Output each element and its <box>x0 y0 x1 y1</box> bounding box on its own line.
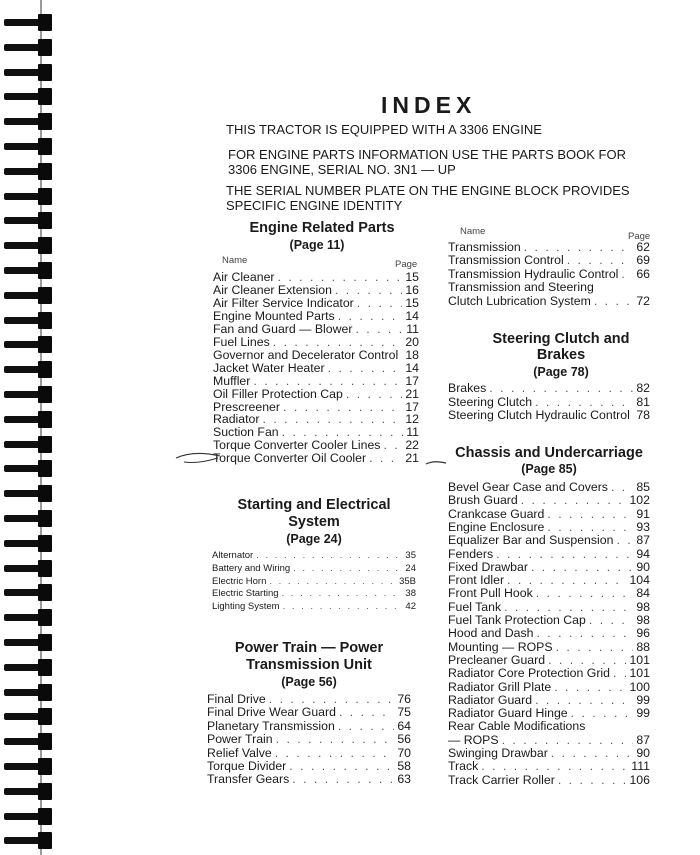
entry-name: Transmission and Steering <box>448 280 594 295</box>
index-entry <box>207 692 411 706</box>
leader-dots <box>289 759 394 773</box>
leader-dots <box>621 267 633 281</box>
index-entry <box>448 560 650 574</box>
starting-page-ref: (Page 24) <box>286 532 342 546</box>
powertrain-page-ref: (Page 56) <box>281 675 337 689</box>
entry-name: Track <box>448 759 479 774</box>
index-entry <box>213 322 419 336</box>
leader-dots <box>504 600 633 614</box>
leader-dots <box>346 387 402 401</box>
index-entry <box>213 400 419 414</box>
leader-dots <box>401 348 402 362</box>
leader-dots <box>594 294 633 308</box>
index-entry <box>212 588 416 599</box>
powertrain-heading-line1: Power Train — Power <box>234 640 384 656</box>
entry-name: Radiator Grill Plate <box>448 679 552 694</box>
leader-dots <box>556 640 634 654</box>
index-entry <box>213 387 419 401</box>
entry-page: 62 <box>636 240 650 254</box>
leader-dots <box>282 588 403 599</box>
engine-name-col-header: Name <box>222 255 248 266</box>
entry-name: Swinging Drawbar <box>448 746 548 760</box>
entry-name: Power Train <box>207 732 273 747</box>
entry-page: 35 <box>405 550 416 561</box>
entry-name: Steering Clutch Hydraulic Control <box>448 408 630 422</box>
index-entry <box>213 374 419 388</box>
entry-page: 102 <box>629 493 650 508</box>
index-entry <box>212 576 416 587</box>
leader-dots <box>589 613 633 627</box>
entry-page: 64 <box>397 718 411 733</box>
leader-dots <box>355 322 403 336</box>
leader-dots <box>551 746 634 760</box>
index-entry <box>213 309 419 323</box>
index-entry <box>207 705 411 719</box>
entry-page: 17 <box>405 399 419 414</box>
entry-page: 99 <box>636 692 650 707</box>
index-entry <box>448 520 650 534</box>
index-entry <box>212 550 416 561</box>
entry-page: 101 <box>629 666 650 681</box>
entry-page: 14 <box>405 308 419 323</box>
starting-heading-line1: Starting and Electrical <box>237 497 391 513</box>
index-entry <box>207 772 411 786</box>
index-entry <box>448 680 650 694</box>
index-entry <box>448 733 650 747</box>
leader-dots <box>275 746 395 760</box>
entry-name: Crankcase Guard <box>448 506 545 521</box>
leader-dots <box>273 335 403 349</box>
index-entry <box>448 253 650 267</box>
entry-name: Radiator <box>213 412 260 427</box>
entry-page: 101 <box>629 652 650 667</box>
entry-name: Transmission <box>448 240 521 254</box>
entry-name: Transmission Hydraulic Control <box>448 266 619 281</box>
entry-name: Air Cleaner <box>213 270 275 284</box>
index-entry <box>448 395 650 409</box>
index-entry <box>213 451 419 465</box>
starting-heading-line2: System <box>288 514 340 530</box>
leader-dots <box>292 772 394 786</box>
leader-dots <box>558 773 627 787</box>
entry-name: Clutch Lubrication System <box>448 293 591 308</box>
index-entry <box>207 732 411 746</box>
index-entry <box>207 746 411 760</box>
entry-page: 70 <box>397 745 411 760</box>
entry-name: — ROPS <box>448 732 499 747</box>
leader-dots <box>536 586 634 600</box>
leader-dots <box>521 493 627 507</box>
leader-dots <box>524 240 634 254</box>
entry-name: Governor and Decelerator Control <box>213 347 399 362</box>
index-entry <box>213 412 419 426</box>
entry-page: 81 <box>636 394 650 409</box>
leader-dots <box>535 693 633 707</box>
entry-name: Final Drive <box>207 692 266 706</box>
leader-dots <box>489 381 633 395</box>
entry-name: Fuel Tank Protection Cap <box>448 613 586 627</box>
entry-name: Muffler <box>213 373 251 388</box>
entry-page: 84 <box>636 586 650 601</box>
index-entry <box>448 267 650 281</box>
leader-dots <box>293 563 402 574</box>
entry-name: Track Carrier Roller <box>448 772 555 787</box>
steering-heading-line1: Steering Clutch and <box>492 331 630 347</box>
index-entry <box>448 759 650 773</box>
entry-name: Radiator Core Protection Grid <box>448 666 610 681</box>
chassis-page-ref: (Page 85) <box>521 462 577 476</box>
index-entry <box>448 693 650 707</box>
leader-dots <box>338 309 403 323</box>
leader-dots <box>507 573 626 587</box>
entry-page: 98 <box>636 613 650 627</box>
entry-page: 69 <box>636 253 650 268</box>
intro-line-2: FOR ENGINE PARTS INFORMATION USE THE PARTS BOOK FOR <box>228 147 626 162</box>
index-entry <box>448 493 650 507</box>
entry-page: 58 <box>397 759 411 773</box>
leader-dots <box>369 451 402 465</box>
entry-name: Engine Mounted Parts <box>213 308 335 323</box>
intro-line-1: THIS TRACTOR IS EQUIPPED WITH A 3306 ENGINE <box>226 122 542 137</box>
entry-page: 96 <box>636 626 650 641</box>
leader-dots <box>328 361 403 375</box>
entry-page: 15 <box>405 295 419 310</box>
leader-dots <box>253 374 402 388</box>
entry-page: 56 <box>397 732 411 747</box>
leader-dots <box>283 400 402 414</box>
leader-dots <box>571 706 634 720</box>
entry-page: 72 <box>636 293 650 308</box>
engine-heading: Engine Related Parts <box>249 220 395 236</box>
entry-name: Relief Valve <box>207 745 272 760</box>
transmission-page-col-header: Page <box>628 231 651 242</box>
leader-dots <box>282 425 404 439</box>
hand-mark-left <box>174 438 224 468</box>
entry-name: Equalizer Bar and Suspension <box>448 533 614 548</box>
entry-name: Fixed Drawbar <box>448 559 528 574</box>
entry-page: 94 <box>636 546 650 561</box>
entry-page: 16 <box>405 282 419 297</box>
entry-page: 82 <box>636 381 650 395</box>
leader-dots <box>548 653 626 667</box>
index-entry <box>213 335 419 349</box>
leader-dots <box>547 507 633 521</box>
entry-name: Front Pull Hook <box>448 586 533 601</box>
entry-page: 98 <box>636 599 650 614</box>
leader-dots <box>613 666 626 680</box>
entry-name: Brush Guard <box>448 493 518 508</box>
entry-name: Engine Enclosure <box>448 519 545 534</box>
entry-name: Radiator Guard <box>448 692 533 707</box>
entry-name: Steering Clutch <box>448 394 533 409</box>
index-entry <box>448 507 650 521</box>
entry-name: Bevel Gear Case and Covers <box>448 480 608 494</box>
entry-name: Fuel Lines <box>213 334 270 349</box>
page-title: INDEX <box>381 92 477 118</box>
entry-page: 93 <box>636 519 650 534</box>
index-entry <box>448 547 650 561</box>
entry-page: 85 <box>636 480 650 494</box>
index-entry <box>213 270 419 284</box>
index-entry <box>448 573 650 587</box>
index-entry <box>207 759 411 773</box>
entry-name: Electric Horn <box>212 575 267 587</box>
index-page <box>46 0 700 855</box>
leader-dots <box>496 547 633 561</box>
index-entry <box>448 719 650 733</box>
entry-name: Prescreener <box>213 399 280 414</box>
leader-dots <box>611 480 633 494</box>
entry-name: Air Cleaner Extension <box>213 282 332 297</box>
entry-page: 78 <box>636 408 650 422</box>
entry-page: 91 <box>636 506 650 521</box>
leader-dots <box>278 270 403 284</box>
index-entry <box>448 666 650 680</box>
entry-page: 90 <box>636 559 650 574</box>
entry-name: Radiator Guard Hinge <box>448 706 568 721</box>
entry-name: Torque Divider <box>207 759 287 773</box>
index-entry <box>448 240 650 254</box>
entry-name: Transfer Gears <box>207 772 290 787</box>
entry-name: Jacket Water Heater <box>213 360 325 375</box>
entry-name: Air Filter Service Indicator <box>213 295 354 310</box>
entry-name: Alternator <box>212 550 254 561</box>
intro-line-4: THE SERIAL NUMBER PLATE ON THE ENGINE BLOCK PROVIDES <box>226 183 630 198</box>
entry-page: 22 <box>405 438 419 453</box>
entry-page: 17 <box>405 373 419 388</box>
entry-page: 66 <box>636 266 650 281</box>
leader-dots <box>547 520 633 534</box>
entry-page: 24 <box>405 562 416 574</box>
leader-dots <box>616 533 633 547</box>
leader-dots <box>481 759 628 773</box>
index-entry <box>213 348 419 362</box>
entry-page: 11 <box>406 425 419 440</box>
entry-name: Fenders <box>448 546 494 561</box>
leader-dots <box>531 560 633 574</box>
index-entry <box>213 438 419 452</box>
entry-page: 35B <box>399 575 416 587</box>
entry-name: Final Drive Wear Guard <box>207 705 336 720</box>
index-entry <box>448 600 650 614</box>
entry-page: 21 <box>405 451 419 466</box>
transmission-name-col-header: Name <box>460 226 486 237</box>
index-entry <box>448 626 650 640</box>
intro-line-3: 3306 ENGINE, SERIAL NO. 3N1 — UP <box>228 162 456 177</box>
leader-dots <box>283 601 403 612</box>
leader-dots <box>554 680 626 694</box>
index-entry <box>213 283 419 297</box>
index-entry <box>212 601 416 612</box>
index-entry <box>448 533 650 547</box>
index-entry <box>448 640 650 654</box>
entry-page: 42 <box>405 601 416 613</box>
entry-page: 87 <box>636 533 650 548</box>
entry-page: 106 <box>629 772 650 787</box>
entry-name: Planetary Transmission <box>207 718 335 733</box>
entry-page: 38 <box>405 588 416 600</box>
entry-name: Torque Converter Oil Cooler <box>213 451 367 466</box>
entry-name: Front Idler <box>448 573 505 588</box>
index-entry <box>448 480 650 494</box>
entry-page: 87 <box>636 732 650 747</box>
intro-line-5: SPECIFIC ENGINE IDENTITY <box>226 198 403 213</box>
entry-name: Fan and Guard — Blower <box>213 321 353 336</box>
entry-name: Hood and Dash <box>448 626 534 641</box>
entry-page: 15 <box>405 270 419 284</box>
entry-name: Precleaner Guard <box>448 652 546 667</box>
entry-name: Mounting — ROPS <box>448 639 553 654</box>
entry-name: Suction Fan <box>213 425 279 440</box>
entry-page: 100 <box>629 679 650 694</box>
chassis-heading: Chassis and Undercarriage <box>455 445 643 461</box>
powertrain-heading-line2: Transmission Unit <box>246 657 372 673</box>
leader-dots <box>535 395 633 409</box>
entry-name: Transmission Control <box>448 253 564 268</box>
index-entry <box>448 613 650 627</box>
entry-page: 11 <box>406 321 419 336</box>
leader-dots <box>339 705 394 719</box>
entry-page: 99 <box>636 706 650 721</box>
steering-page-ref: (Page 78) <box>533 365 589 379</box>
entry-name: Fuel Tank <box>448 599 502 614</box>
entry-page: 12 <box>405 412 419 427</box>
entry-page: 76 <box>397 692 411 706</box>
index-entry <box>448 408 650 422</box>
entry-page: 14 <box>405 360 419 375</box>
index-entry <box>207 719 411 733</box>
index-entry <box>212 563 416 574</box>
index-entry <box>448 586 650 600</box>
leader-dots <box>502 733 634 747</box>
entry-page: 111 <box>631 759 650 774</box>
index-entry <box>448 294 650 308</box>
leader-dots <box>269 576 396 587</box>
entry-name: Lighting System <box>212 601 280 613</box>
leader-dots <box>536 626 633 640</box>
engine-page-ref: (Page 11) <box>289 238 345 252</box>
entry-name: Electric Starting <box>212 588 279 600</box>
leader-dots <box>262 412 402 426</box>
entry-page: 75 <box>397 705 411 720</box>
index-entry <box>213 296 419 310</box>
leader-dots <box>357 296 403 310</box>
spiral-binding <box>0 0 46 855</box>
index-entry <box>448 280 650 294</box>
index-entry <box>448 653 650 667</box>
leader-dots <box>276 732 395 746</box>
index-entry <box>213 361 419 375</box>
entry-name: Oil Filler Protection Cap <box>213 386 343 401</box>
entry-page: 21 <box>405 386 419 401</box>
engine-page-col-header: Page <box>395 259 418 270</box>
leader-dots <box>567 253 634 267</box>
entry-name: Battery and Wiring <box>212 562 291 574</box>
entry-page: 88 <box>636 639 650 654</box>
entry-page: 104 <box>629 573 650 588</box>
entry-name: Torque Converter Cooler Lines <box>213 438 381 453</box>
index-entry <box>448 746 650 760</box>
leader-dots <box>633 408 634 422</box>
entry-name: Rear Cable Modifications <box>448 719 586 734</box>
entry-page: 90 <box>636 746 650 760</box>
leader-dots <box>335 283 402 297</box>
steering-heading-line2: Brakes <box>536 347 586 363</box>
entry-page: 18 <box>405 347 419 362</box>
index-entry <box>448 773 650 787</box>
leader-dots <box>383 438 402 452</box>
entry-page: 20 <box>405 334 419 349</box>
entry-page: 63 <box>397 772 411 787</box>
leader-dots <box>256 550 402 561</box>
leader-dots <box>338 719 395 733</box>
index-entry <box>448 381 650 395</box>
leader-dots <box>269 692 395 706</box>
entry-name: Brakes <box>448 381 487 395</box>
index-entry <box>213 425 419 439</box>
index-entry <box>448 706 650 720</box>
